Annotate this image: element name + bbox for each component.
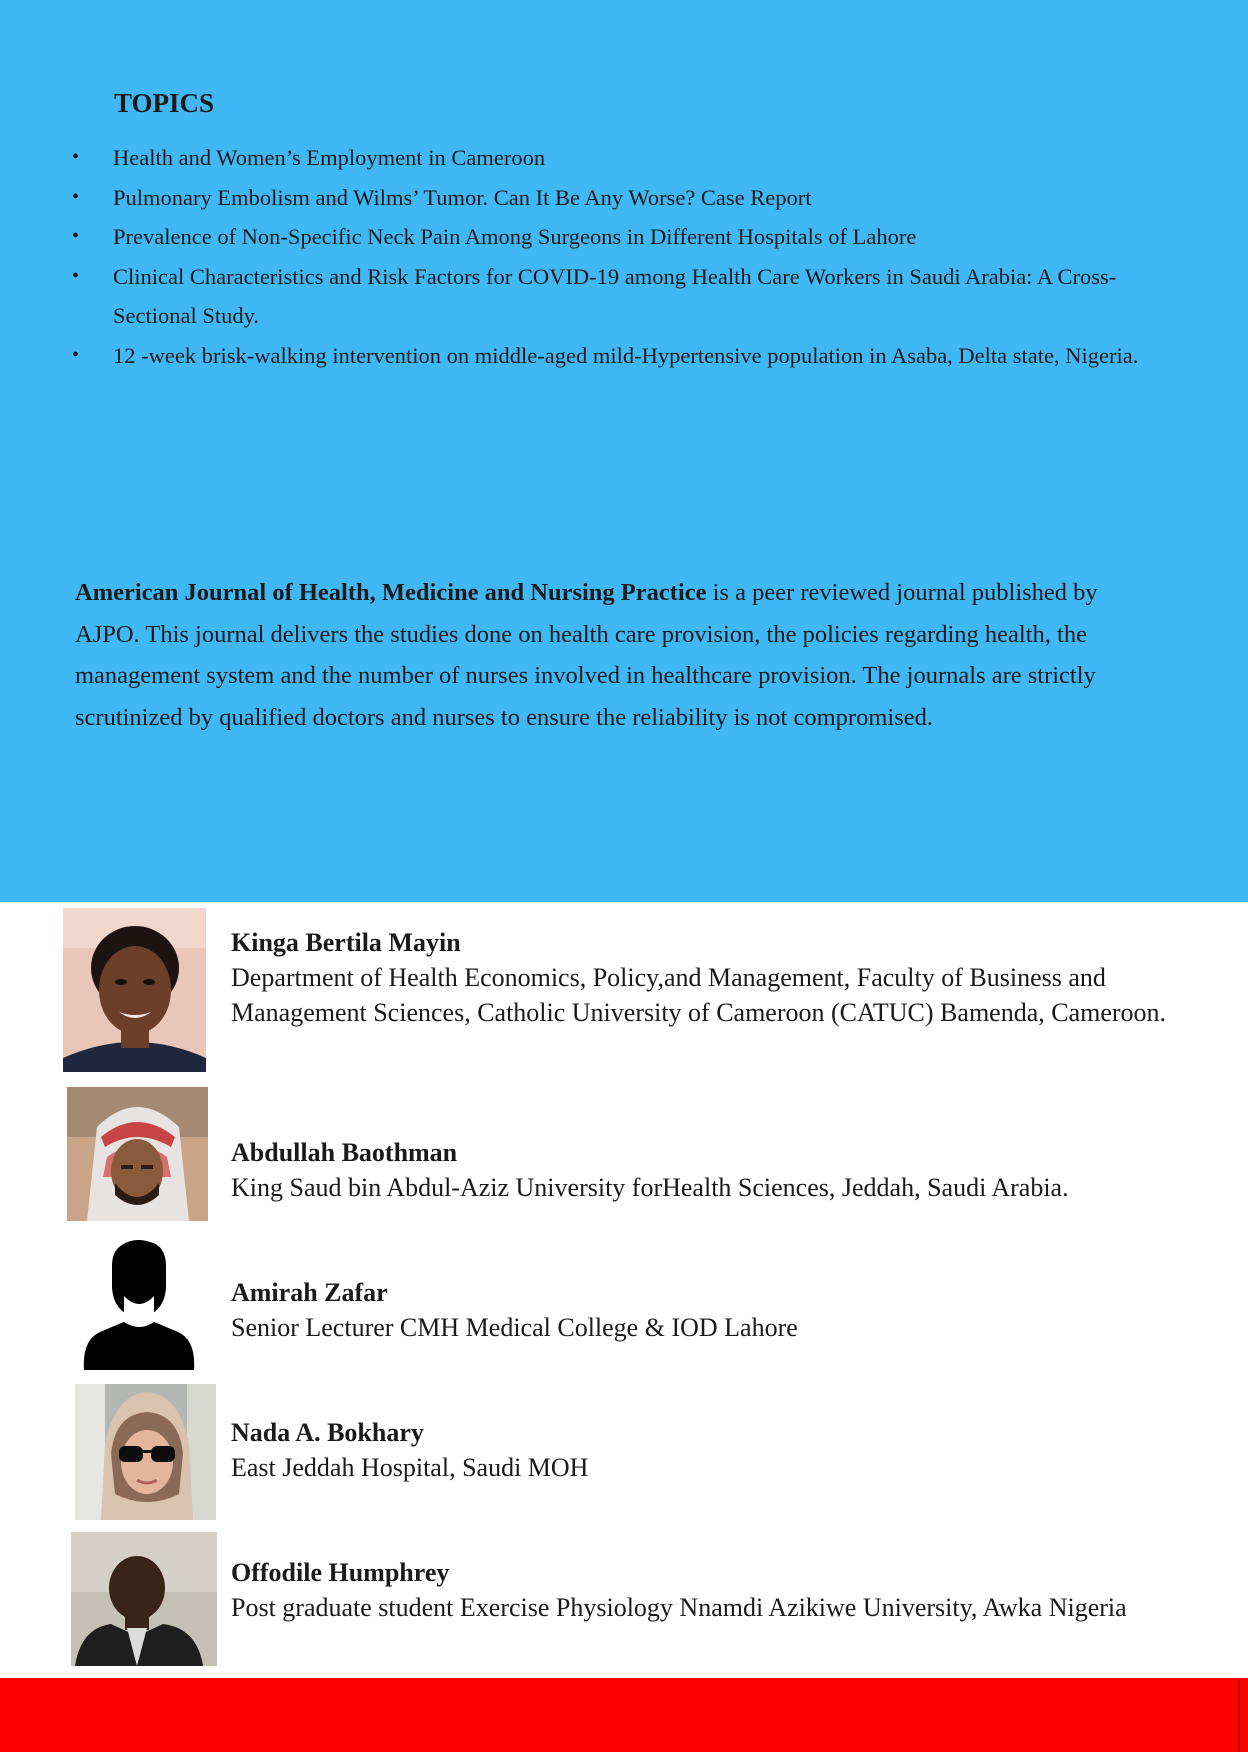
author-affiliation: Department of Health Economics, Policy,and Management, Faculty of Business and Management Sciences, Catholic University of Cameroon (CATUC) Bamenda, Cameroon.	[231, 963, 1167, 1027]
topics-list	[68, 138, 1178, 375]
footer-divider	[1238, 1678, 1240, 1752]
author-entry	[231, 1135, 1191, 1205]
bullet-icon: •	[72, 146, 80, 168]
topic-item	[68, 178, 1178, 218]
topic-item	[68, 257, 1178, 336]
author-photo	[67, 1087, 208, 1221]
author-photo	[63, 908, 206, 1072]
author-name: Amirah Zafar	[231, 1278, 388, 1307]
author-name: Kinga Bertila Mayin	[231, 928, 461, 957]
author-entry	[231, 1415, 1191, 1485]
topic-item	[68, 138, 1178, 178]
author-name: Abdullah Baothman	[231, 1138, 458, 1167]
author-affiliation: East Jeddah Hospital, Saudi MOH	[231, 1453, 589, 1482]
avatar	[63, 908, 206, 1072]
topic-item	[68, 336, 1178, 376]
author-entry	[231, 1275, 1191, 1345]
topic-item	[68, 217, 1178, 257]
topic-text: Pulmonary Embolism and Wilms’ Tumor. Can It Be Any Worse? Case Report	[113, 184, 812, 210]
bullet-icon: •	[72, 343, 80, 366]
author-entry	[231, 1555, 1191, 1625]
topics-heading: TOPICS	[114, 88, 215, 118]
topic-text: Clinical Characteristics and Risk Factors for COVID-19 among Health Care Workers in Saudi Arabia: A Cross-Sectional Study.	[113, 263, 1117, 328]
author-photo	[71, 1532, 217, 1666]
journal-description	[75, 572, 1165, 738]
topic-text: Health and Women’s Employment in Cameroon	[113, 145, 546, 170]
bullet-icon: •	[72, 225, 80, 247]
footer-bar	[0, 1678, 1248, 1752]
journal-description-text: is a peer reviewed journal published by AJPO. This journal delivers the studies done on health care provision, the policies regarding health, the management system and the number of nurses involved in healthcare provision. The journals are strictly scrutinized by qualified doctors and nurses to ensure the reliability is not compromised.	[75, 579, 1098, 731]
avatar	[75, 1384, 216, 1520]
author-affiliation: Senior Lecturer CMH Medical College & IOD Lahore	[231, 1313, 798, 1342]
author-photo	[80, 1236, 198, 1372]
author-affiliation: Post graduate student Exercise Physiology Nnamdi Azikiwe University, Awka Nigeria	[231, 1593, 1127, 1622]
author-entry	[231, 925, 1191, 1030]
avatar	[71, 1532, 217, 1666]
bullet-icon: •	[72, 264, 80, 287]
avatar	[67, 1087, 208, 1221]
author-affiliation: King Saud bin Abdul-Aziz University forHealth Sciences, Jeddah, Saudi Arabia.	[231, 1173, 1069, 1202]
author-name: Nada A. Bokhary	[231, 1418, 424, 1447]
author-name: Offodile Humphrey	[231, 1558, 450, 1587]
author-photo	[75, 1384, 216, 1520]
bullet-icon: •	[72, 185, 80, 208]
topic-text: Prevalence of Non-Specific Neck Pain Among Surgeons in Different Hospitals of Lahore	[113, 224, 917, 249]
user-silhouette-icon	[80, 1236, 198, 1372]
topic-text: 12 -week brisk-walking intervention on middle-aged mild-Hypertensive population in Asaba, Delta state, Nigeria.	[113, 342, 1139, 368]
journal-name: American Journal of Health, Medicine and Nursing Practice	[75, 579, 707, 606]
